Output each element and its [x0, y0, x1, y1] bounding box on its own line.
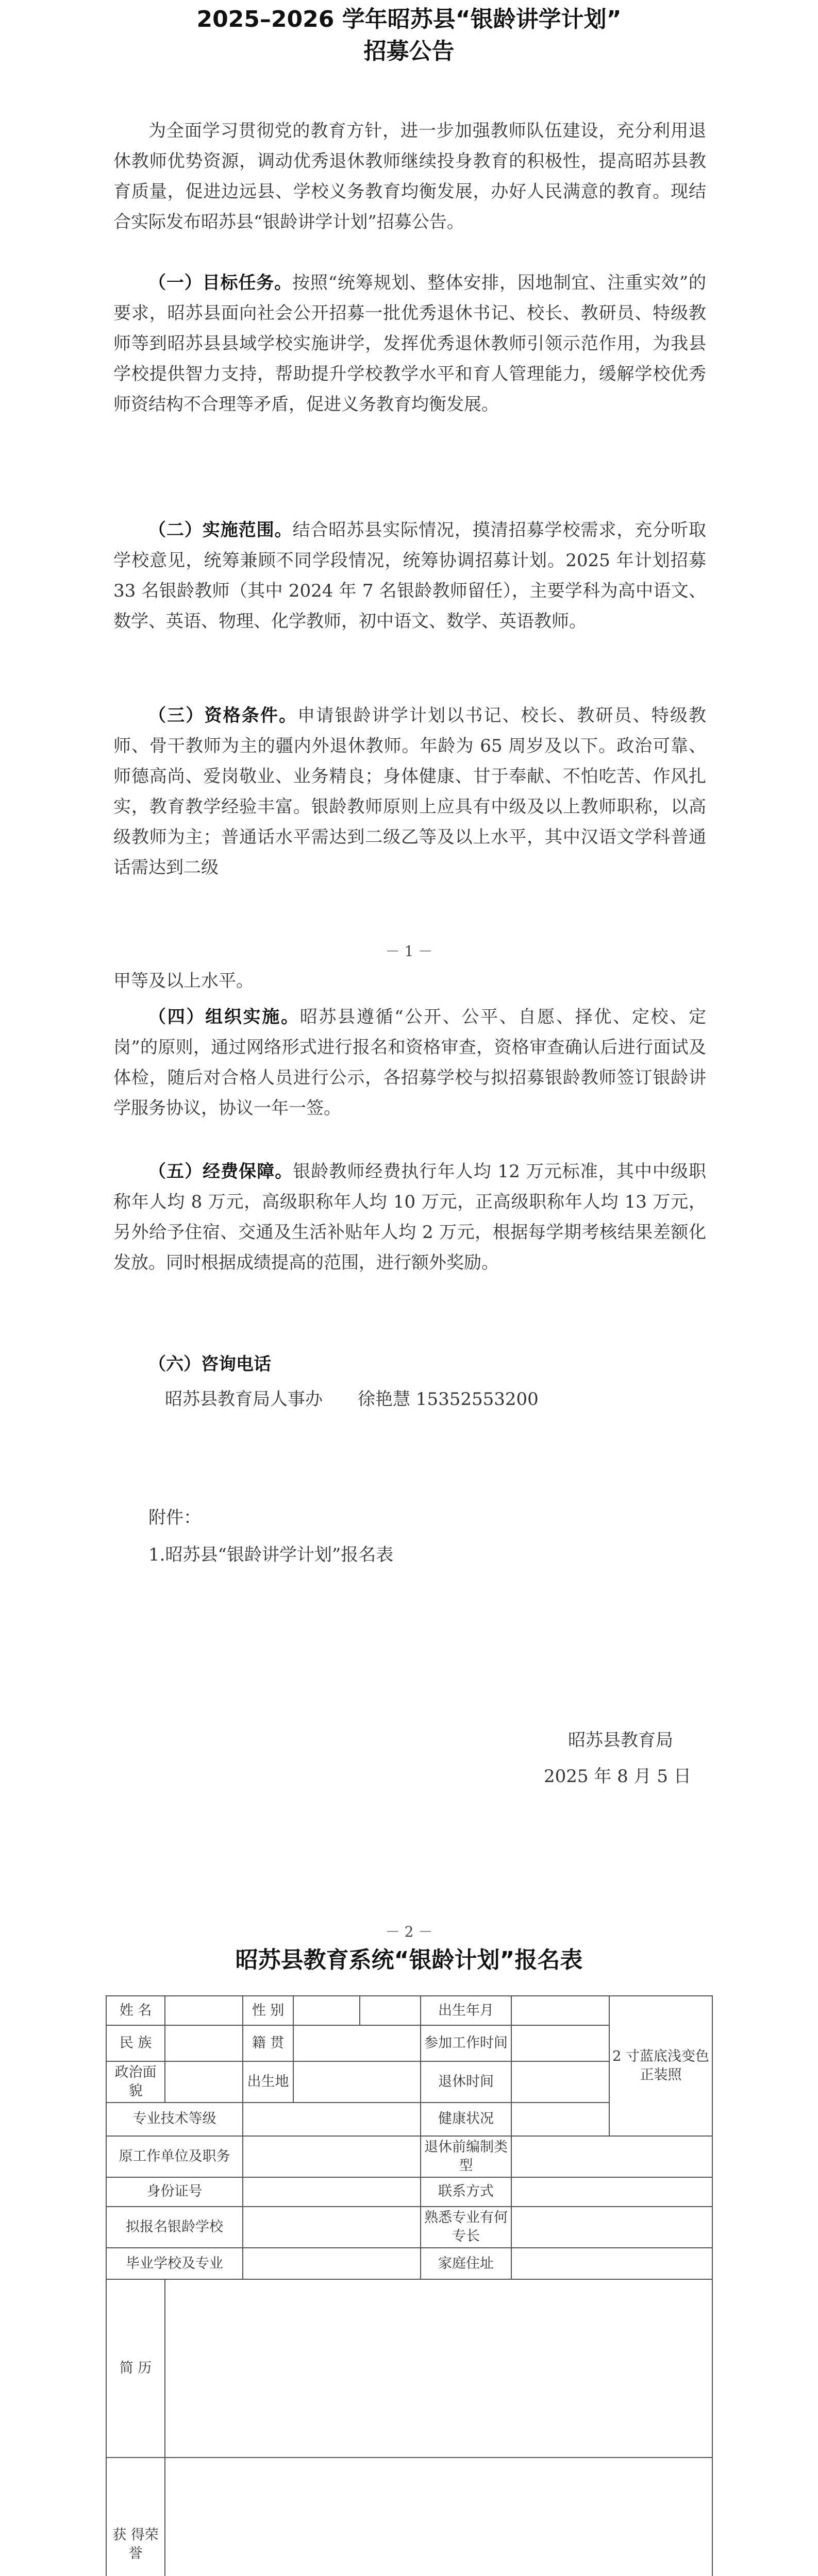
label-title-level: 专业技术等级 [106, 2103, 243, 2136]
section-funding-body: 银龄教师经费执行年人均 12 万元标准，其中中级职称年人均 8 万元，高级职称年人均 10 万元，正高级职称年人均 13 万元，另外给予住宿、交通及生活补贴年人均 2 万元，根据每学期考核结果差额化发放。同时根据成绩提高的范围，进行额外奖励。 [113, 1161, 706, 1273]
section-organization [113, 1002, 706, 1124]
section-scope [113, 515, 706, 637]
label-retire-type: 退休前编制类型 [421, 2136, 511, 2177]
field-name[interactable] [165, 1996, 243, 2025]
field-gender[interactable] [293, 1996, 360, 2025]
field-birthplace[interactable] [293, 2061, 421, 2103]
label-birthplace: 出生地 [243, 2061, 293, 2103]
field-contact[interactable] [511, 2177, 712, 2207]
section-goals [113, 268, 706, 420]
field-address[interactable] [511, 2248, 712, 2279]
field-orig-unit[interactable] [243, 2136, 421, 2177]
intro-text: 为全面学习贯彻党的教育方针，进一步加强教师队伍建设，充分利用退休教师优势资源，调动优秀退休教师继续投身教育的积极性，提高昭苏县教育质量，促进边远县、学校义务教育均衡发展，办好人民满意的教育。现结合实际发布昭苏县“银龄讲学计划”招募公告。 [113, 121, 706, 232]
blank-cell [360, 1996, 421, 2025]
label-target-school: 拟报名银龄学校 [106, 2207, 243, 2248]
issue-date: 2025 年 8 月 5 日 [544, 1766, 691, 1787]
field-ethnicity[interactable] [165, 2025, 243, 2061]
page-number-1: － 1 － [385, 943, 433, 960]
field-retire-type[interactable] [511, 2136, 712, 2177]
label-native-place: 籍 贯 [243, 2025, 293, 2061]
field-specialty[interactable] [511, 2207, 712, 2248]
label-id-no: 身份证号 [106, 2177, 243, 2207]
attachment-item[interactable]: 1.昭苏县“银龄讲学计划”报名表 [148, 1545, 394, 1565]
section-organization-heading: （四）组织实施。 [148, 1007, 300, 1027]
photo-cell[interactable]: 2 寸蓝底浅变色正装照 [609, 1996, 712, 2136]
label-health: 健康状况 [421, 2103, 511, 2136]
continuation-text: 甲等及以上水平。 [113, 971, 254, 991]
intro-paragraph [113, 116, 706, 238]
section-goals-body: 按照“统筹规划、整体安排，因地制宜、注重实效”的要求，昭苏县面向社会公开招募一批优秀退休书记、校长、教研员、特级教师等到昭苏县县域学校实施讲学，发挥优秀退休教师引领示范作用，为我县学校提供智力支持，帮助提升学校教学水平和育人管理能力，缓解学校优秀师资结构不合理等矛盾，促进义务教育均衡发展。 [113, 273, 706, 415]
section-contact-heading: （六）咨询电话 [148, 1354, 271, 1375]
label-graduated: 毕业学校及专业 [106, 2248, 243, 2279]
field-birth[interactable] [511, 1996, 609, 2025]
label-orig-unit: 原工作单位及职务 [106, 2136, 243, 2177]
continuation-line [113, 966, 706, 996]
field-awards[interactable] [165, 2458, 712, 2576]
field-id-no[interactable] [243, 2177, 421, 2207]
section-organization-body: 昭苏县遵循“公开、公平、自愿、择优、定校、定岗”的原则，通过网络形式进行报名和资格审查，资格审查确认后进行面试及体检，随后对合格人员进行公示，各招募学校与拟招募银龄教师签订银龄讲学服务协议，协议一年一签。 [113, 1007, 706, 1118]
attachment-label: 附件： [148, 1507, 201, 1528]
form-title: 昭苏县教育系统“银龄计划”报名表 [235, 1947, 583, 1973]
field-politics[interactable] [165, 2061, 243, 2103]
section-funding-heading: （五）经费保障。 [148, 1161, 293, 1182]
section-scope-body: 结合昭苏县实际情况，摸清招募学校需求，充分听取学校意见，统筹兼顾不同学段情况，统筹协调招募计划。2025 年计划招募 33 名银龄教师（其中 2024 年 7 名银龄教师留任），主要学科为高中语文、数学、英语、物理、化学教师，初中语文、数学、英语教师。 [113, 520, 707, 632]
label-politics: 政治面貌 [106, 2061, 165, 2103]
label-birth: 出生年月 [421, 1996, 511, 2025]
announcement-title-line2: 招募公告 [363, 38, 455, 64]
field-resume[interactable] [165, 2279, 712, 2458]
field-target-school[interactable] [243, 2207, 421, 2248]
section-goals-heading: （一）目标任务。 [148, 273, 293, 293]
section-scope-heading: （二）实施范围。 [148, 520, 293, 540]
label-awards: 获 得荣 誉 [106, 2458, 165, 2576]
section-qualification [113, 701, 706, 883]
contact-line: 昭苏县教育局人事办 徐艳慧 15352553200 [165, 1389, 539, 1410]
registration-form [106, 1995, 713, 2576]
label-address: 家庭住址 [421, 2248, 511, 2279]
label-resume: 简 历 [106, 2279, 165, 2458]
section-funding [113, 1157, 706, 1278]
label-gender: 性 别 [243, 1996, 293, 2025]
label-specialty: 熟悉专业有何专长 [421, 2207, 511, 2248]
field-title-level[interactable] [243, 2103, 421, 2136]
label-name: 姓 名 [106, 1996, 165, 2025]
field-work-start[interactable] [511, 2025, 609, 2061]
field-retire-time[interactable] [511, 2061, 609, 2103]
label-work-start: 参加工作时间 [421, 2025, 511, 2061]
field-graduated[interactable] [243, 2248, 421, 2279]
label-retire-time: 退休时间 [421, 2061, 511, 2103]
section-qualification-heading: （三）资格条件。 [148, 705, 298, 726]
field-health[interactable] [511, 2103, 609, 2136]
field-native-place[interactable] [293, 2025, 421, 2061]
issuer-name: 昭苏县教育局 [568, 1730, 673, 1751]
label-contact: 联系方式 [421, 2177, 511, 2207]
section-qualification-body: 申请银龄讲学计划以书记、校长、教研员、特级教师、骨干教师为主的疆内外退休教师。年龄为 65 周岁及以下。政治可靠、师德高尚、爱岗敬业、业务精良；身体健康、甘于奉献、不怕吃苦、作风扎实，教育教学经验丰富。银龄教师原则上应具有中级及以上教师职称，以高级教师为主；普通话水平需达到二级乙等及以上水平，其中汉语文学科普通话需达到二级 [113, 705, 707, 878]
announcement-title-line1: 2025–2026 学年昭苏县“银龄讲学计划” [196, 6, 622, 32]
page-number-2: － 2 － [385, 1923, 433, 1940]
label-ethnicity: 民 族 [106, 2025, 165, 2061]
